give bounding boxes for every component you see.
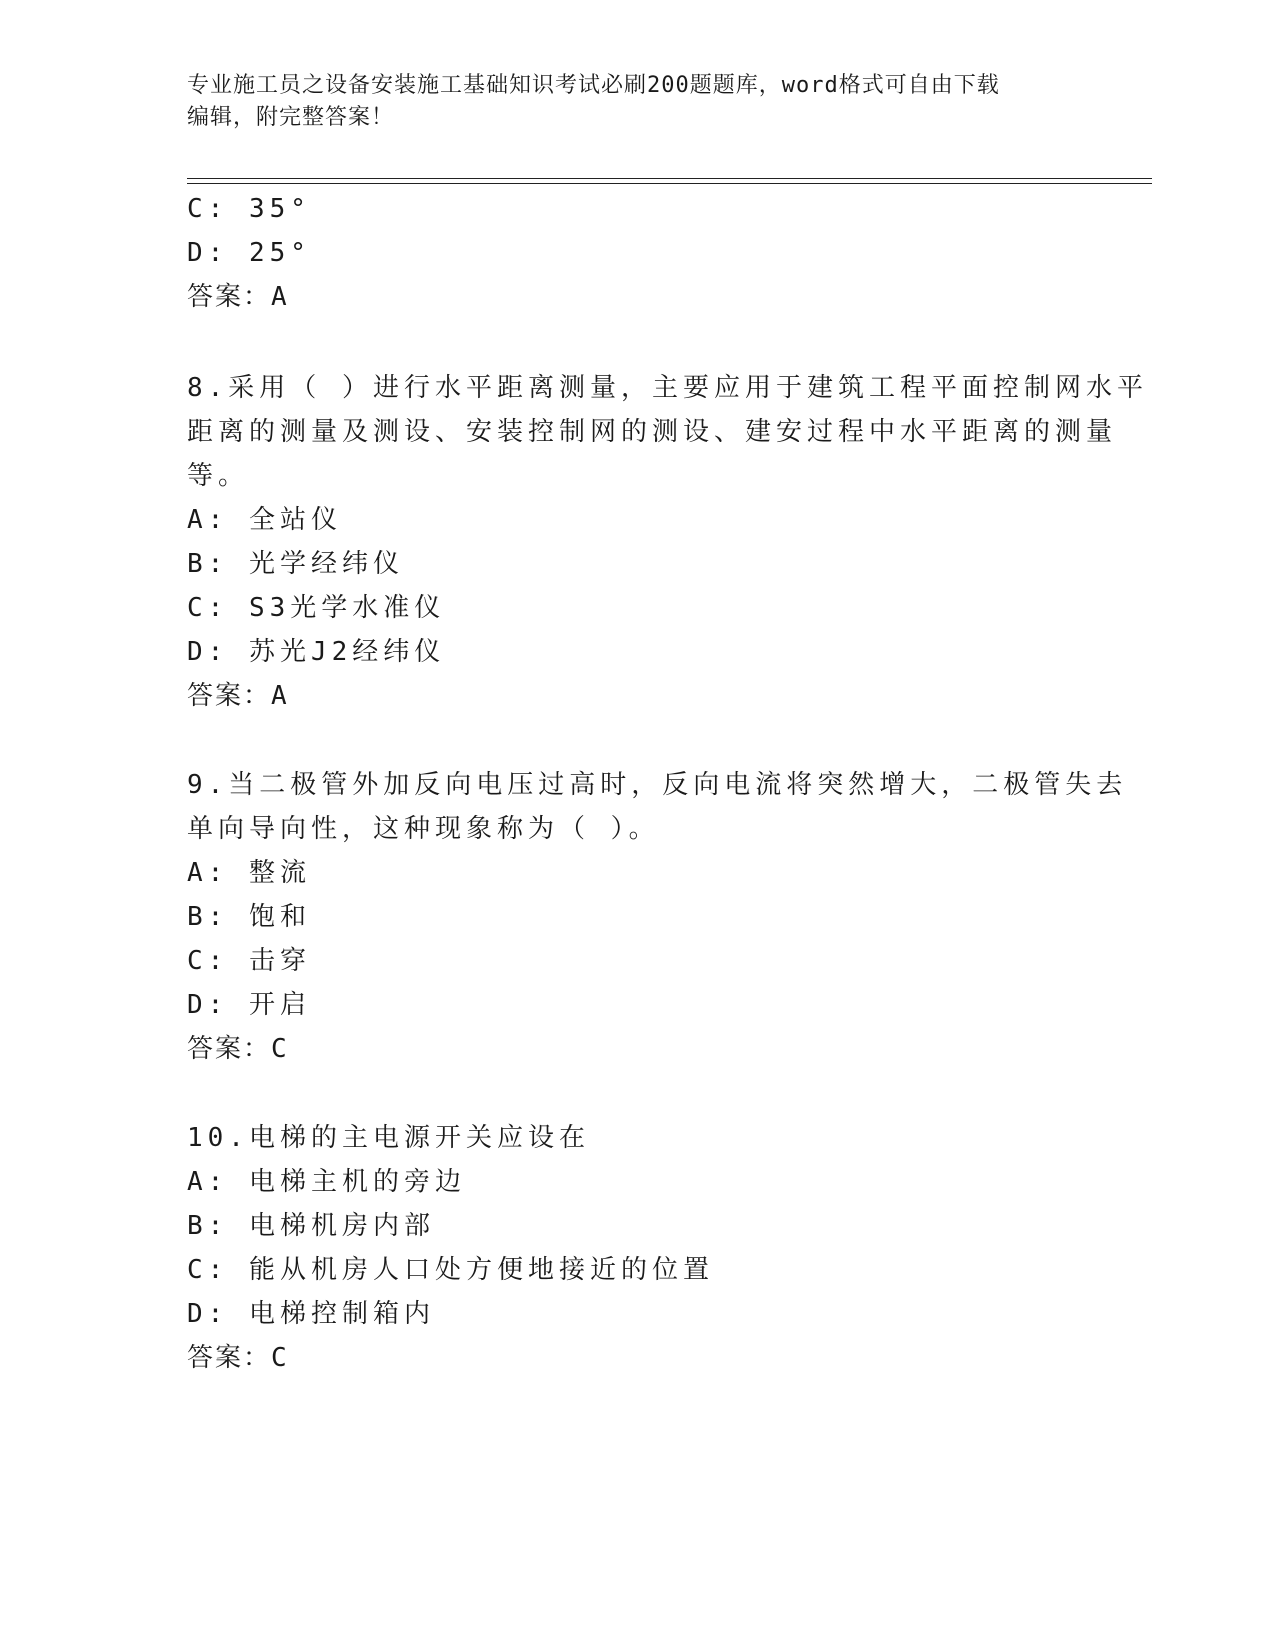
q8-option-c: C: S3光学水准仪 — [187, 593, 446, 623]
q8-option-d: D: 苏光J2经纬仪 — [187, 637, 446, 667]
q10-option-d: D: 电梯控制箱内 — [187, 1299, 435, 1329]
q8-option-b: B: 光学经纬仪 — [187, 549, 404, 579]
q8-stem-line-3: 等。 — [187, 461, 250, 491]
q9-option-a: A: 整流 — [187, 858, 311, 888]
document-header — [187, 70, 1087, 134]
q9-stem-line-1: 9.当二极管外加反向电压过高时，反向电流将突然增大，二极管失去 — [187, 770, 1128, 800]
q7-option-c: C: 35° — [187, 194, 311, 224]
q8-answer: 答案：A — [187, 681, 289, 711]
q9-option-b: B: 饱和 — [187, 902, 311, 932]
header-divider-bottom — [187, 183, 1152, 184]
q8-option-a: A: 全站仪 — [187, 505, 342, 535]
q9-option-d: D: 开启 — [187, 990, 311, 1020]
q9-option-c: C: 击穿 — [187, 946, 311, 976]
q10-answer: 答案：C — [187, 1343, 289, 1373]
header-line-1: 专业施工员之设备安装施工基础知识考试必刷200题题库，word格式可自由下载 — [187, 73, 1000, 98]
q9-answer: 答案：C — [187, 1034, 289, 1064]
q10-option-a: A: 电梯主机的旁边 — [187, 1167, 466, 1197]
q7-option-d: D: 25° — [187, 238, 311, 268]
q10-option-b: B: 电梯机房内部 — [187, 1211, 435, 1241]
q10-stem-line-1: 10.电梯的主电源开关应设在 — [187, 1123, 590, 1153]
q10-option-c: C: 能从机房人口处方便地接近的位置 — [187, 1255, 714, 1285]
header-line-2: 编辑，附完整答案！ — [187, 105, 395, 130]
q8-stem-line-1: 8.采用（ ）进行水平距离测量，主要应用于建筑工程平面控制网水平 — [187, 373, 1148, 403]
q7-answer: 答案：A — [187, 282, 289, 312]
q9-stem-line-2: 单向导向性，这种现象称为（ ）。 — [187, 814, 660, 844]
header-divider-top — [187, 178, 1152, 179]
q8-stem-line-2: 距离的测量及测设、安装控制网的测设、建安过程中水平距离的测量 — [187, 417, 1118, 447]
